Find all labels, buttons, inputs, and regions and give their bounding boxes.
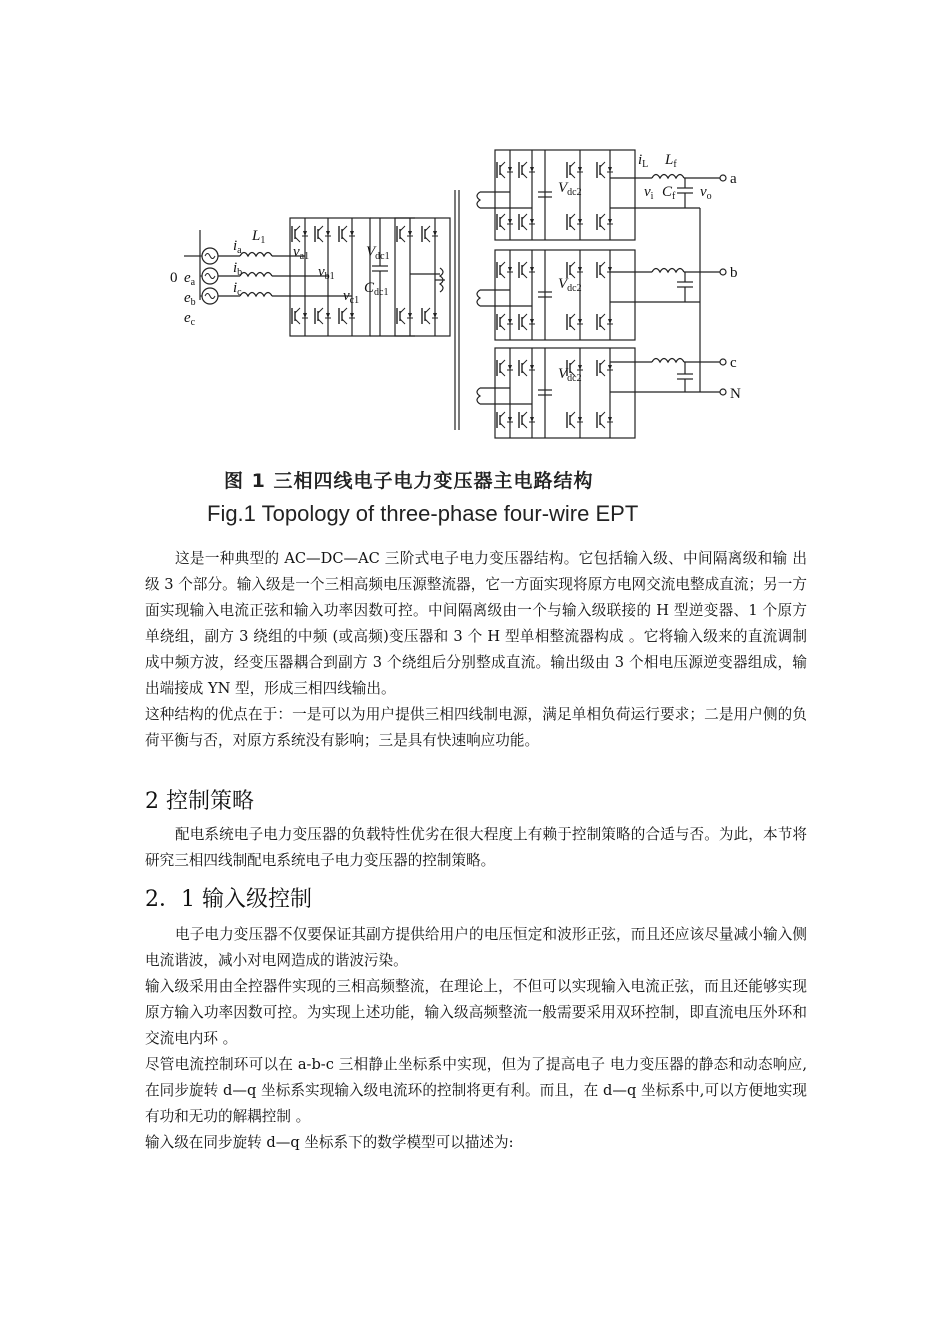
paragraph-model: 输入级在同步旋转 d—q 坐标系下的数学模型可以描述为:: [145, 1134, 514, 1151]
label-vo: $v_o$: [700, 184, 712, 202]
label-iL: $i_L$: [638, 152, 649, 170]
label-zero: 0: [170, 270, 178, 286]
paragraph-control-intro: 配电系统电子电力变压器的负载特性优劣在很大程度上有赖于控制策略的合适与否。为此，本节将研究三相四线制配电系统电子电力变压器的控制策略。: [145, 826, 807, 869]
label-Vdc2-a: $V_{dc2}$: [558, 180, 582, 198]
label-va1: $v_{a1}$: [293, 244, 310, 262]
label-out-c: c: [730, 355, 737, 371]
paragraph-rectifier: 输入级采用由全控器件实现的三相高频整流，在理论上，不但可以实现输入电流正弦，而且还能够实现原方输入功率因数可控。为实现上述功能，输入级高频整流一般需要采用双环控制，即直流电压外环和交流电内环 。: [145, 978, 807, 1047]
label-out-a: a: [730, 171, 737, 187]
label-Vdc2-c: $V_{dc2}$: [558, 366, 582, 384]
label-Vdc1: $V_{dc1}$: [366, 244, 390, 262]
paragraph-structure: 这是一种典型的 AC—DC—AC 三阶式电子电力变压器结构。它包括输入级、中间隔离级和输 出级 3 个部分。输入级是一个三相高频电压源整流器，它一方面实现将原方电网交流电整成直流；另一方面实现输入电流正弦和输入功率因数可控。中间隔离级由一个与输入级联接的 H 型逆变器、1 个原方单绕组，副方 3 绕组的中频 (或高频)变压器和 3 个 H 型单相整流器构成 。它将输入级来的直流调制成中频方波，经变压器耦合到副方 3 个绕组后分别整成直流。输出级由 3 个相电压源逆变器组成，输出端接成 YN 型，形成三相四线输出。: [145, 550, 807, 697]
label-vc1: $v_{c1}$: [343, 288, 360, 306]
input-sources: [184, 230, 352, 304]
label-vi: $v_i$: [644, 184, 654, 202]
output-filters: [610, 175, 726, 396]
label-vb1: $v_{b1}$: [318, 264, 335, 282]
figure-caption-cn: 图 1 三相四线电子电力变压器主电路结构: [224, 470, 594, 492]
body-block-3: [145, 922, 807, 1156]
figure-caption-en: Fig.1 Topology of three-phase four-wire EPT: [207, 501, 639, 526]
paragraph-input-goal: 电子电力变压器不仅要保证其副方提供给用户的电压恒定和波形正弦，而且还应该尽量减小输入侧电流谐波，减小对电网造成的谐波污染。: [145, 926, 807, 969]
label-ec: $e_c$: [184, 310, 196, 328]
label-ib: $i_b$: [233, 260, 243, 278]
body-block-2: [145, 822, 807, 874]
label-eb: $e_b$: [184, 290, 196, 308]
label-ea: $e_a$: [184, 270, 196, 288]
label-Cf: $C_f$: [662, 184, 676, 202]
body-block-1: [145, 546, 807, 754]
label-out-b: b: [730, 265, 738, 281]
label-ic: $i_c$: [233, 280, 242, 298]
label-Cdc1: $C_{dc1}$: [364, 280, 389, 298]
label-Vdc2-b: $V_{dc2}$: [558, 276, 582, 294]
label-Lf: $L_f$: [665, 152, 677, 170]
circuit-diagram: [140, 130, 820, 460]
paragraph-dq-frame: 尽管电流控制环可以在 a-b-c 三相静止坐标系中实现，但为了提高电子 电力变压器的静态和动态响应,在同步旋转 d—q 坐标系实现输入级电流环的控制将更有利。而且，在 d—q 坐标系中,可以方便地实现有功和无功的解耦控制 。: [145, 1056, 807, 1125]
heading-input-stage-control: 2．1 输入级控制: [145, 887, 312, 912]
label-L1: $L_1$: [252, 228, 266, 246]
paragraph-advantages: 这种结构的优点在于：一是可以为用户提供三相四线制电源，满足单相负荷运行要求；二是用户侧的负荷平衡与否，对原方系统没有影响；三是具有快速响应功能。: [145, 706, 807, 749]
label-ia: $i_a$: [233, 238, 242, 256]
secondary-stages: [477, 150, 635, 438]
heading-control-strategy: 2 控制策略: [145, 789, 254, 814]
label-out-N: N: [730, 386, 741, 402]
